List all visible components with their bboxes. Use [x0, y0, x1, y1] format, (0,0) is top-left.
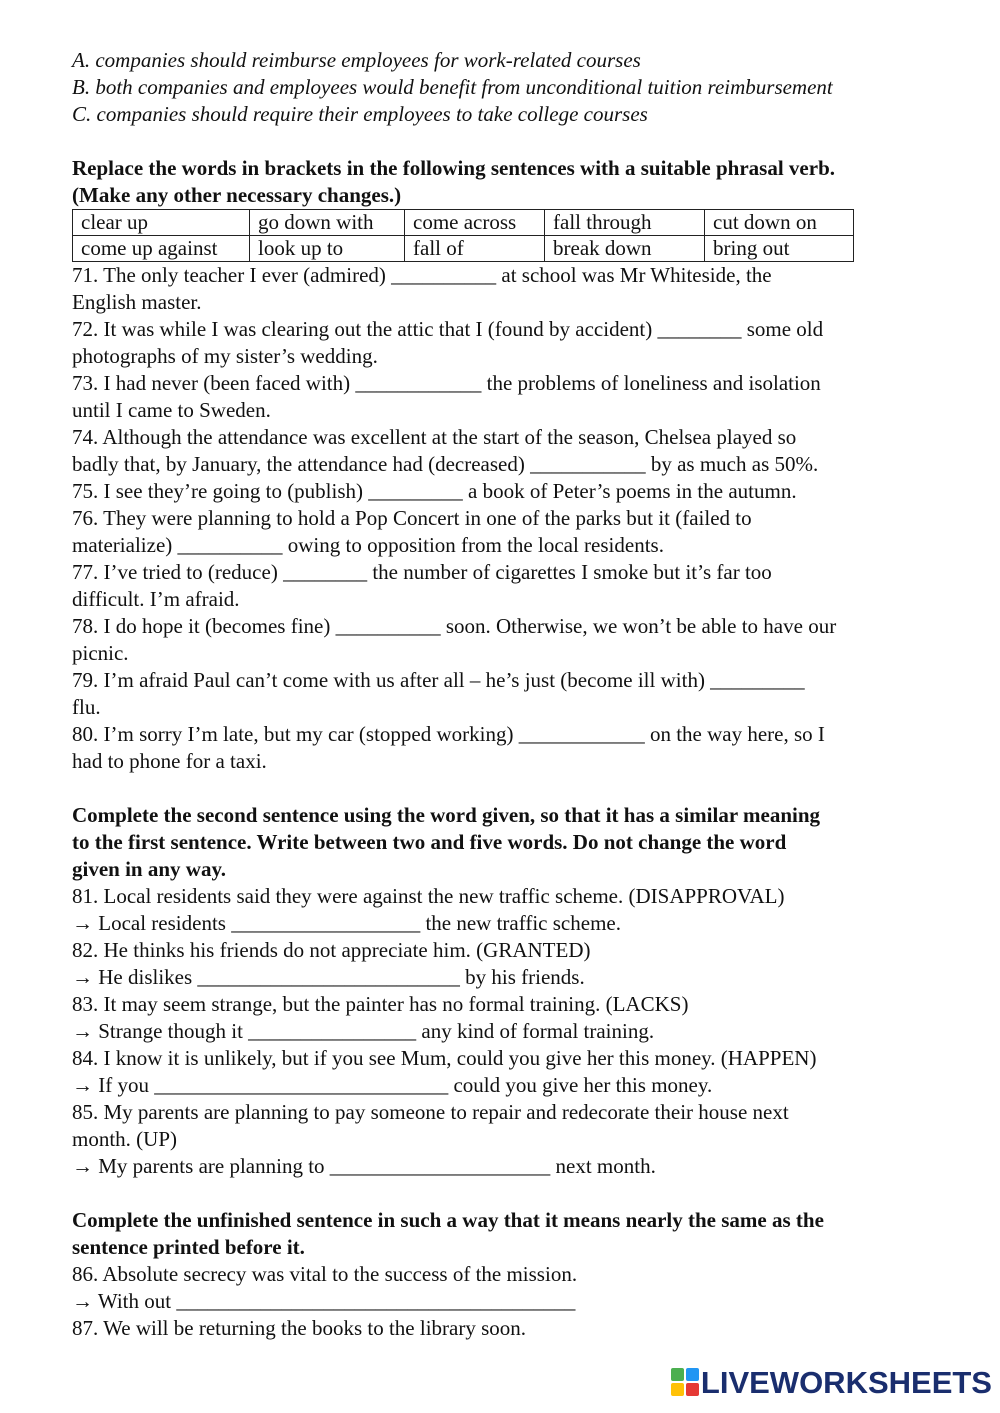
question-line: badly that, by January, the attendance had (decreased) ___________ by as much as 50%. — [72, 452, 819, 476]
table-cell: look up to — [250, 236, 405, 262]
section-phrasal-verbs — [72, 155, 952, 775]
answer-line: → He dislikes _________________________ by his friends. — [72, 965, 585, 989]
section-sentence-transformation — [72, 802, 952, 1180]
question-line: picnic. — [72, 641, 129, 665]
section3-instruction: Complete the unfinished sentence in such a way that it means nearly the same as the — [72, 1208, 824, 1232]
question-line: 74. Although the attendance was excellent at the start of the season, Chelsea played so — [72, 425, 797, 449]
table-cell: go down with — [250, 210, 405, 236]
table-row — [73, 236, 854, 262]
question-line: 80. I’m sorry I’m late, but my car (stopped working) ____________ on the way here, so I — [72, 722, 825, 746]
section2-instruction: given in any way. — [72, 857, 227, 881]
logo-square — [671, 1368, 684, 1381]
worksheet-page — [72, 47, 952, 1342]
question-line: 76. They were planning to hold a Pop Concert in one of the parks but it (failed to — [72, 506, 752, 530]
section-unfinished-sentence — [72, 1207, 952, 1342]
table-row — [73, 210, 854, 236]
question-line: 79. I’m afraid Paul can’t come with us after all – he’s just (become ill with) _________ — [72, 668, 805, 692]
logo-square — [686, 1368, 699, 1381]
question-line: 75. I see they’re going to (publish) _________ a book of Peter’s poems in the autumn. — [72, 479, 797, 503]
question-line: 78. I do hope it (becomes fine) __________ soon. Otherwise, we won’t be able to have our — [72, 614, 837, 638]
question-line: flu. — [72, 695, 101, 719]
logo-square — [686, 1383, 699, 1396]
table-cell: bring out — [705, 236, 854, 262]
question-line: month. (UP) — [72, 1127, 177, 1151]
answer-line: → With out ______________________________________ — [72, 1289, 576, 1313]
answer-line: → Strange though it ________________ any kind of formal training. — [72, 1019, 655, 1043]
question-line: 83. It may seem strange, but the painter has no formal training. (LACKS) — [72, 992, 689, 1016]
question-line: 71. The only teacher I ever (admired) __________ at school was Mr Whiteside, the — [72, 263, 772, 287]
table-cell: come across — [405, 210, 545, 236]
answer-options — [72, 47, 952, 128]
table-cell: fall through — [545, 210, 705, 236]
option-a: A. companies should reimburse employees for work-related courses — [72, 48, 641, 72]
logo-square — [671, 1383, 684, 1396]
question-line: difficult. I’m afraid. — [72, 587, 240, 611]
table-cell: clear up — [73, 210, 250, 236]
question-line: 86. Absolute secrecy was vital to the success of the mission. — [72, 1262, 578, 1286]
table-cell: come up against — [73, 236, 250, 262]
question-line: 82. He thinks his friends do not appreciate him. (GRANTED) — [72, 938, 591, 962]
phrasal-verb-table — [72, 209, 854, 262]
question-line: 72. It was while I was clearing out the attic that I (found by accident) ________ some old — [72, 317, 824, 341]
question-line: 81. Local residents said they were against the new traffic scheme. (DISAPPROVAL) — [72, 884, 785, 908]
question-line: 87. We will be returning the books to the library soon. — [72, 1316, 527, 1340]
question-line: photographs of my sister’s wedding. — [72, 344, 378, 368]
liveworksheets-logo — [671, 1365, 992, 1399]
question-line: materialize) __________ owing to opposition from the local residents. — [72, 533, 664, 557]
option-b: B. both companies and employees would benefit from unconditional tuition reimbursement — [72, 75, 833, 99]
option-c: C. companies should require their employees to take college courses — [72, 102, 648, 126]
question-line: until I came to Sweden. — [72, 398, 271, 422]
table-cell: fall of — [405, 236, 545, 262]
section1-instruction: Replace the words in brackets in the following sentences with a suitable phrasal verb. — [72, 156, 835, 180]
question-line: 85. My parents are planning to pay someone to repair and redecorate their house next — [72, 1100, 789, 1124]
answer-line: → My parents are planning to _____________________ next month. — [72, 1154, 656, 1178]
section1-instruction-note: (Make any other necessary changes.) — [72, 183, 402, 207]
liveworksheets-logo-icon — [671, 1368, 699, 1396]
section2-instruction: to the first sentence. Write between two and five words. Do not change the word — [72, 830, 787, 854]
question-line: English master. — [72, 290, 202, 314]
table-cell: break down — [545, 236, 705, 262]
answer-line: → Local residents __________________ the new traffic scheme. — [72, 911, 621, 935]
question-list — [72, 262, 952, 775]
section2-instruction: Complete the second sentence using the word given, so that it has a similar meaning — [72, 803, 821, 827]
table-cell: cut down on — [705, 210, 854, 236]
question-line: 84. I know it is unlikely, but if you see Mum, could you give her this money. (HAPPEN) — [72, 1046, 817, 1070]
question-line: had to phone for a taxi. — [72, 749, 267, 773]
logo-text: LIVEWORKSHEETS — [700, 1364, 992, 1400]
section3-instruction: sentence printed before it. — [72, 1235, 305, 1259]
answer-line: → If you ____________________________ could you give her this money. — [72, 1073, 713, 1097]
question-line: 77. I’ve tried to (reduce) ________ the number of cigarettes I smoke but it’s far too — [72, 560, 772, 584]
question-line: 73. I had never (been faced with) ____________ the problems of loneliness and isolation — [72, 371, 821, 395]
